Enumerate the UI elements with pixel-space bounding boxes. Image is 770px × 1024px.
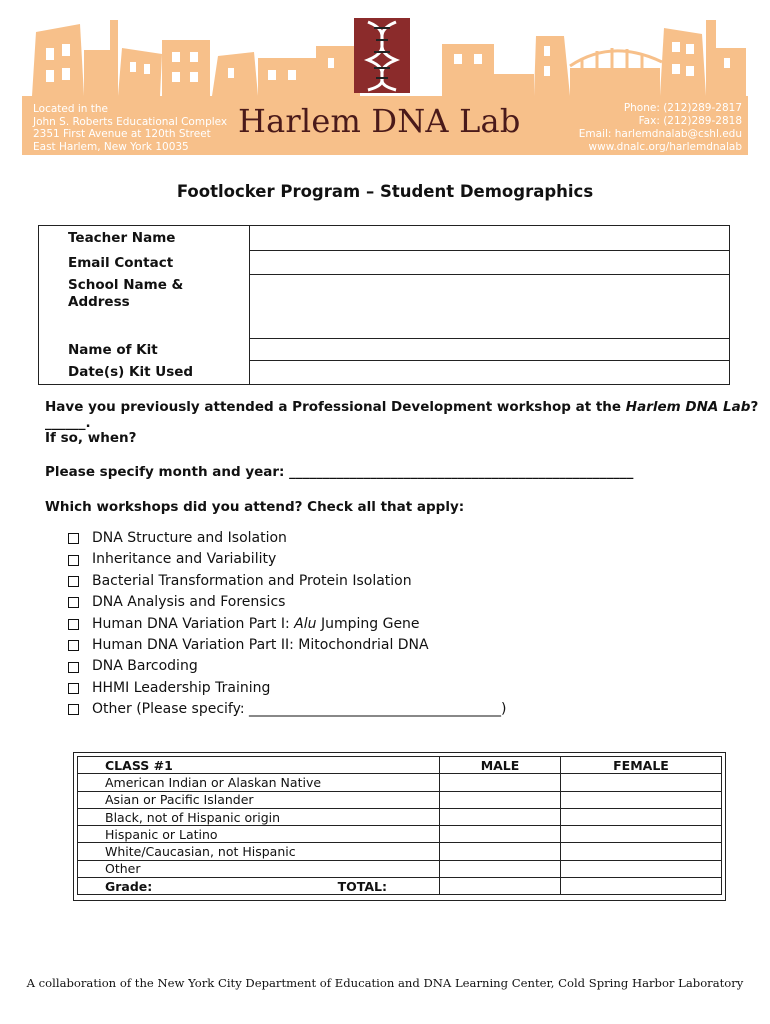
category-label: Hispanic or Latino xyxy=(78,826,440,843)
workshop-option xyxy=(68,614,507,635)
kit-dates-field[interactable] xyxy=(250,361,730,385)
female-count-cell[interactable] xyxy=(561,774,722,791)
table-row xyxy=(78,774,722,791)
workshop-option xyxy=(68,678,507,699)
checkbox[interactable] xyxy=(68,597,79,608)
teacher-info-table xyxy=(38,225,730,385)
table-row xyxy=(78,878,722,895)
female-count-cell[interactable] xyxy=(561,860,722,877)
checkbox[interactable] xyxy=(68,704,79,715)
phone: Phone: (212)289-2817 xyxy=(623,102,742,114)
workshop-label: DNA Barcoding xyxy=(92,658,198,675)
workshops-question: Which workshops did you attend? Check all that apply: xyxy=(45,499,465,515)
grade-label: Grade: xyxy=(105,878,153,894)
female-count-cell[interactable] xyxy=(561,791,722,808)
female-count-cell[interactable] xyxy=(561,843,722,860)
table-row xyxy=(78,860,722,877)
category-label: Black, not of Hispanic origin xyxy=(78,808,440,825)
dna-logo xyxy=(354,18,410,93)
email: Email: harlemdnalab@cshl.edu xyxy=(578,128,742,140)
fax: Fax: (212)289-2818 xyxy=(638,115,742,127)
website: www.dnalc.org/harlemdnalab xyxy=(588,141,742,153)
workshop-label: Human DNA Variation Part I: Alu Jumping Gene xyxy=(92,615,420,632)
email-contact-label: Email Contact xyxy=(39,251,250,275)
dna-helix-icon xyxy=(354,18,410,93)
school-name-field[interactable] xyxy=(250,275,730,339)
male-header: MALE xyxy=(440,757,561,774)
female-count-cell[interactable] xyxy=(561,808,722,825)
location-line: Located in the xyxy=(33,103,109,115)
previous-pd-question xyxy=(45,399,770,431)
footer-text: A collaboration of the New York City Department of Education and DNA Learning Center, Cold Spring Harbor Laboratory xyxy=(26,976,744,990)
location-line: John S. Roberts Educational Complex xyxy=(33,115,228,128)
workshop-option xyxy=(68,699,507,720)
class-header: CLASS #1 xyxy=(78,757,440,774)
location-line: East Harlem, New York 10035 xyxy=(33,140,189,153)
workshop-option xyxy=(68,635,507,656)
category-label: American Indian or Alaskan Native xyxy=(78,774,440,791)
workshop-option xyxy=(68,549,507,570)
male-count-cell[interactable] xyxy=(440,791,561,808)
table-row xyxy=(39,275,730,339)
table-row xyxy=(78,808,722,825)
category-label: Asian or Pacific Islander xyxy=(78,791,440,808)
email-contact-field[interactable] xyxy=(250,251,730,275)
male-count-cell[interactable] xyxy=(440,843,561,860)
location-address xyxy=(33,103,227,153)
page-title: Footlocker Program – Student Demographics xyxy=(176,182,594,201)
checkbox[interactable] xyxy=(68,619,79,630)
checkbox[interactable] xyxy=(68,533,79,544)
kit-name-field[interactable] xyxy=(250,339,730,361)
female-total-cell[interactable] xyxy=(561,878,722,895)
male-total-cell[interactable] xyxy=(440,878,561,895)
checkbox[interactable] xyxy=(68,662,79,673)
if-so-question: If so, when? xyxy=(45,430,137,446)
table-row xyxy=(39,339,730,361)
workshop-label: Human DNA Variation Part II: Mitochondrial DNA xyxy=(92,637,429,654)
table-row xyxy=(78,843,722,860)
table-row xyxy=(78,791,722,808)
specify-date-question: Please specify month and year: ___________________________________________________ xyxy=(45,464,634,480)
workshop-label: Inheritance and Variability xyxy=(92,551,277,568)
workshop-label: Bacterial Transformation and Protein Isolation xyxy=(92,572,412,589)
table-row xyxy=(78,826,722,843)
table-row xyxy=(39,226,730,251)
table-row xyxy=(39,251,730,275)
table-row xyxy=(39,361,730,385)
lab-name: Harlem DNA Lab xyxy=(238,102,521,140)
contact-info xyxy=(579,102,742,154)
male-count-cell[interactable] xyxy=(440,808,561,825)
checkbox[interactable] xyxy=(68,555,79,566)
workshop-option xyxy=(68,656,507,677)
category-label: White/Caucasian, not Hispanic xyxy=(78,843,440,860)
male-count-cell[interactable] xyxy=(440,860,561,877)
question-blank: ? ______. xyxy=(45,399,759,431)
demographics-table xyxy=(77,756,722,895)
kit-dates-label: Date(s) Kit Used xyxy=(39,361,250,385)
location-line: 2351 First Avenue at 120th Street xyxy=(33,128,211,141)
checkbox[interactable] xyxy=(68,576,79,587)
male-count-cell[interactable] xyxy=(440,826,561,843)
table-header-row xyxy=(78,757,722,774)
question-text: Have you previously attended a Professional Development workshop at the xyxy=(45,399,626,415)
workshop-label: Other (Please specify: ____________________________________) xyxy=(92,701,507,718)
workshop-option xyxy=(68,571,507,592)
female-count-cell[interactable] xyxy=(561,826,722,843)
checkbox[interactable] xyxy=(68,640,79,651)
workshop-option xyxy=(68,528,507,549)
teacher-name-field[interactable] xyxy=(250,226,730,251)
workshop-label: DNA Analysis and Forensics xyxy=(92,594,286,611)
school-name-label: School Name & Address xyxy=(39,275,250,339)
female-header: FEMALE xyxy=(561,757,722,774)
workshop-option xyxy=(68,592,507,613)
grade-total-cell xyxy=(78,878,440,895)
male-count-cell[interactable] xyxy=(440,774,561,791)
workshop-checklist xyxy=(68,528,507,721)
total-label: TOTAL: xyxy=(337,878,387,894)
workshop-label: DNA Structure and Isolation xyxy=(92,530,287,546)
question-italic: Harlem DNA Lab xyxy=(625,399,751,415)
workshop-label: HHMI Leadership Training xyxy=(92,679,271,696)
kit-name-label: Name of Kit xyxy=(39,339,250,361)
category-label: Other xyxy=(78,860,440,877)
teacher-name-label: Teacher Name xyxy=(39,226,250,251)
checkbox[interactable] xyxy=(68,683,79,694)
